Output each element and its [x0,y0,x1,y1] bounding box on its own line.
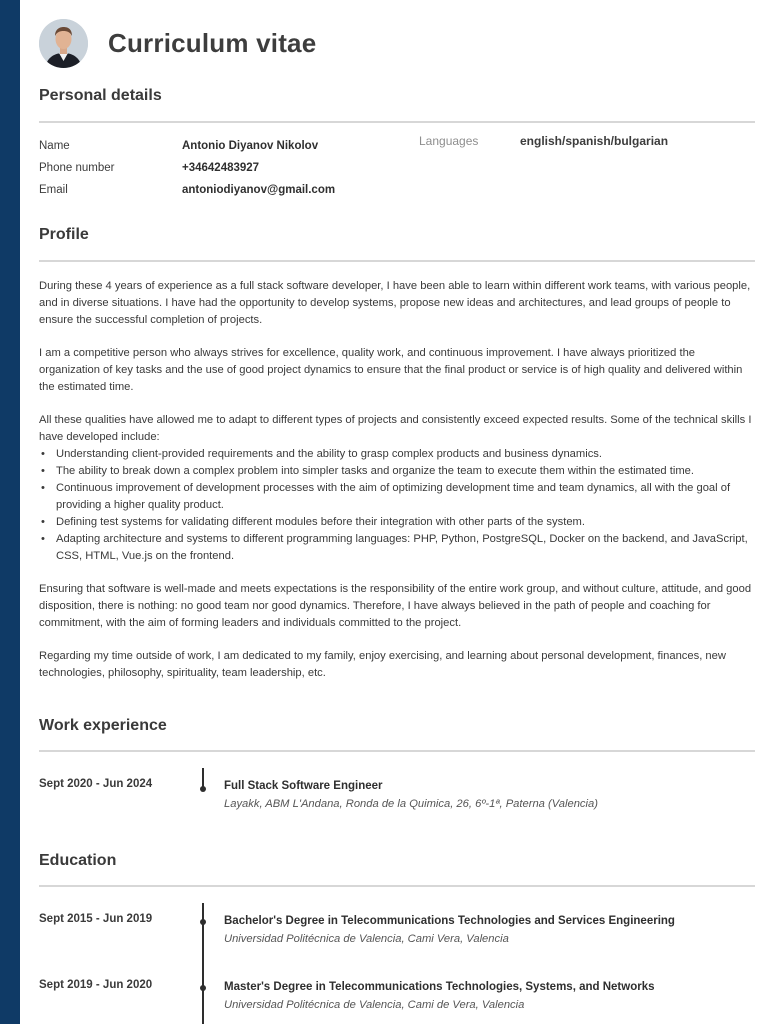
profile-body [39,278,757,698]
work-timeline-dot [200,786,206,792]
education-timeline-dot [200,985,206,991]
detail-value: +34642483927 [182,162,260,174]
education-item-dates: Sept 2019 - Jun 2020 [39,979,153,991]
avatar [39,19,88,68]
work-item-dates: Sept 2020 - Jun 2024 [39,778,153,790]
personal-details-divider [39,121,755,123]
education-item-title: Bachelor's Degree in Telecommunications Technologies and Services Engineering [224,915,675,927]
work-experience-heading: Work experience [39,717,167,734]
profile-paragraph: All these qualities have allowed me to adapt to different types of projects and consistently exceed expected results. Some of the technical skills I have developed include: [39,414,752,443]
education-timeline-dot [200,919,206,925]
work-timeline-line [202,768,204,788]
education-item-dates: Sept 2015 - Jun 2019 [39,913,153,925]
skills-list [39,446,757,565]
left-accent-bar [0,0,20,1024]
list-item: • Defining test systems for validating different modules before their integration with other parts of the system. [39,514,757,531]
avatar-portrait-icon [39,19,88,68]
profile-paragraph: During these 4 years of experience as a full stack software developer, I have been able to learn within different work teams, with various people, and in diverse situations. I have had the opportunity to develop systems, propose new ideas and architectures, and lead groups of people to ensure the successful completion of projects. [39,280,751,326]
detail-value: antoniodiyanov@gmail.com [182,184,336,196]
detail-label: Name [39,140,70,152]
profile-divider [39,260,755,262]
header [39,18,316,68]
education-item-title: Master's Degree in Telecommunications Technologies, Systems, and Networks [224,981,655,993]
list-item: • The ability to break down a complex problem into simpler tasks and organize the team to execute them within the estimated time. [39,463,757,480]
languages-value: english/spanish/bulgarian [520,134,669,148]
list-item: • Adapting architecture and systems to different programming languages: PHP, Python, PostgreSQL, Docker on the backend, and JavaScript, CSS, HTML, Vue.js on the frontend. [39,531,757,565]
profile-heading: Profile [39,226,89,243]
page-title: Curriculum vitae [108,27,317,58]
education-item-subtitle: Universidad Politécnica de Valencia, Cami de Vera, Valencia [224,999,525,1011]
education-heading: Education [39,852,117,869]
profile-paragraph: Regarding my time outside of work, I am dedicated to my family, enjoy exercising, and learning about personal development, finances, new technologies, philosophy, spirituality, team leadership, etc. [39,650,726,679]
list-item: • Continuous improvement of development processes with the aim of optimizing development time and team dynamics, all with the goal of providing a higher quality product. [39,480,757,514]
work-item-title: Full Stack Software Engineer [224,780,383,792]
list-item: • Understanding client-provided requirements and the ability to grasp complex products and business dynamics. [39,446,757,463]
work-experience-divider [39,750,755,752]
education-divider [39,885,755,887]
detail-label: Email [39,184,68,196]
education-item-subtitle: Universidad Politécnica de Valencia, Cami Vera, Valencia [224,933,509,945]
personal-details-heading: Personal details [39,87,162,104]
detail-value: Antonio Diyanov Nikolov [182,140,319,152]
languages-label: Languages [419,134,479,148]
profile-paragraph: Ensuring that software is well-made and meets expectations is the responsibility of the entire work group, and without culture, attitude, and good disposition, there is nothing: no good team nor good dynamics. Therefore, I have always believed in the path of people and coaching for commitment, with the aim of forming leaders and individuals committed to the project. [39,583,752,629]
work-item-subtitle: Layakk, ABM L'Andana, Ronda de la Quimica, 26, 6º-1ª, Paterna (Valencia) [224,798,598,810]
detail-label: Phone number [39,162,115,174]
profile-paragraph: I am a competitive person who always strives for excellence, quality work, and continuous improvement. I have always prioritized the organization of key tasks and the use of good project dynamics to ensure that the final product or service is of high quality and delivered within the estimated time. [39,347,743,393]
